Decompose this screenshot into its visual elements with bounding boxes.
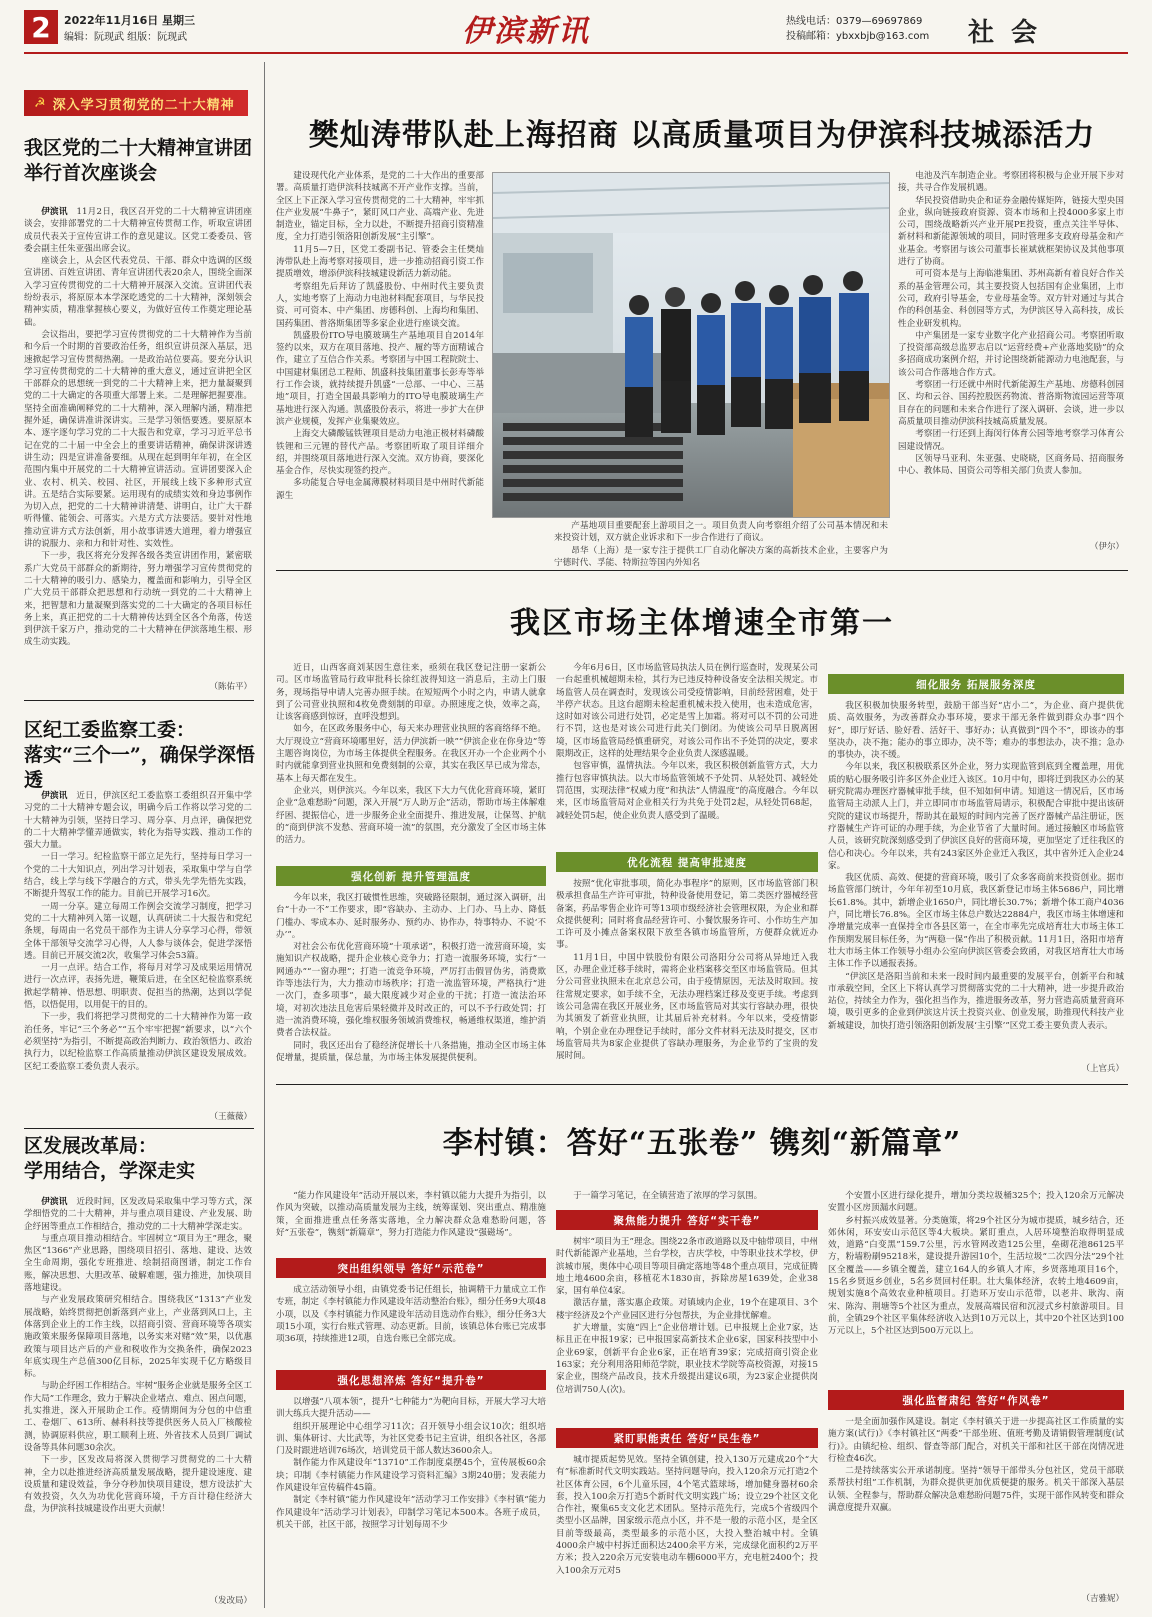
article-body: 今年以来，我区打破惯性思维，突破路径限制，通过深入调研，出台“十办一不”工作要求，即“容缺办、主动办、上门办、马上办、降低门槛办、零成本办、延时服务办、预约办、协作办，特事特办、不说‘不办’”。 对社会公布优化营商环境“十项承诺”，积极打造一流营商环境，实施知识产权战略，提升企业核心竞争力；打造一流服务环境，实行“一网通办”“一窗办理”；打造一流竞争环境，严厉打击假冒伪劣，消费欺诈等违法行为，大力推动市场秩序；打造一流监管环境，严格执行“进一次门，查多项事”，最大限度减少对企业的干扰；打造一流法治环境，对初次违法且危害后果轻微并及时改正的，可以不予行政处罚；打造一流消费环境，强化维权服务领域消费维权，畅通维权渠道，维护消费者合法权益。 同时，我区还出台了稳经济促增长十八条措施，推动全区市场主体促增量，提质量，保总量，为市场主体发展提供便利。 [276,893,546,1063]
newspaper-logo: 伊滨新讯 [462,14,590,49]
issue-date: 2022年11月16日 星期三 [64,14,196,27]
divider [24,1128,254,1129]
subheading: 细化服务 拓展服务深度 [828,674,1124,694]
page-number-box [24,10,58,44]
headline: 我区市场主体增速全市第一 [510,606,894,641]
article-body: 建设现代化产业体系，是党的二十大作出的重要部署。高质量打造伊滨科技城离不开产业作支撑。当前，全区上下正深入学习宣传贯彻党的二十大精神，牢牢抓住产业发展“牛鼻子”，紧盯风口产业、高端产业、先进制造业，锚定目标，全力以赴，不断提升招商引资精准度，全力打造引领洛阳创新发展“主引擎”。 11月5—7日，区党工委副书记、管委会主任樊灿涛带队赴上海考察对接项目，进一步推动招商引资工作提质增效，增添伊滨科技城建设新活力新动能。 考察组先后拜访了凯盛股份、中州时代主要负责人，实地考察了上海动力电池材料配套项目，与华民投资、可可资本、中产集团、房德科创、上海均和集团、国药集团、普洛斯集团等多家企业进行座谈交流。 凯盛股份ITO导电膜玻璃生产基地项目自2014年签约以来，双方在项目落地、投产、履约等方面精诚合作，建立了互信合作关系。考察团与中国工程院院士、中国建材集团总工程师、凯盛科技集团董事长彭寿等举行工作会谈，就持续提升凯盛“一总部、一中心、三基地”项目，打造全国最具影响力的ITO导电膜玻璃生产基地进行深入沟通。凯盛股份表示，将进一步扩大在伊滨产业规模，发挥产业集聚效应。 上海交大磷酸锰铁锂项目是动力电池正极材料磷酸铁锂和三元锂的替代产品。考察团听取了项目详细介绍，并围绕项目落地进行深入交流。双方协商，要深化基金合作，尽快实现签约投产。 多功能复合导电金属薄膜材料项目是中州时代新能源生 [276,171,484,501]
banner-text: 深入学习贯彻党的二十大精神 [52,97,235,113]
email: 投稿邮箱：ybxxbjb@163.com [786,31,930,42]
hotline: 热线电话：0379—69697869 [786,16,923,27]
news-photo [492,172,890,518]
hammer-sickle-icon: ☭ [34,95,47,111]
subheading: 突出组织领导 答好“示范卷” [276,1258,546,1278]
byline: （陈佑平） [209,682,252,692]
article-body: 个安置小区进行绿化提升，增加分类垃圾桶325个；投入120余万元解决安置小区房顶漏水问题。 乡村振兴成效显著。分类施策，将29个社区分为城市提质，城乡结合，还郊休闲，环安安山示范区等4大板块。紧盯重点，人居环境整治取得明显成效，道路“白变黑”159.7公里，污水管网改造125公里，垒砌花池86125平方，粉墙粉刷95218米，建设提升游园10个，生活垃圾“二次四分法”29个社区全覆盖——乡镇全覆盖，建立164人的乡镇人才库，乡贤落地项目16个，15名乡贤返乡创业，5名乡贤回村任职。壮大集体经济，农转土地4609亩，规划实施8个高效农业种植项目。打造环万安山示范带，以老井、耿沟、南宋、陈沟、荆塘等5个社区为重点，发展高端民宿和沉浸式乡村旅游项目。目前，全镇29个社区平集体经济收入达到10万元以上，其中20个社区达到100万元以上，5个社区达到500万元以上。 [828,1191,1124,1337]
article-body: 我区积极加快服务转型，鼓励干部当好“店小二”，为企业、商户提供优质、高效服务，为改善群众办事环境，要求干部无条件做到群众办事“四个好”，即厅好话、脸好看、活好干、事好办；认真做到“四个不”，即该办的事坚决办，决不拖；能办的事立即办，决不等；难办的事想法办，决不推；急办的事快办，决不缓。 今年以来，我区积极联系区外企业，努力实现监管到底到全覆盖理，用优质的贴心服务吸引许多区外企业迁入该区。10月中旬，即将迁到我区办公的某研究院需办理医疗器械审批手续，但不知如何申请。知道这一情况后，区市场监管局主动派人上门，并立即同市市场监管局请示，积极配合审批中提出该研究院的建议市场提升，帮助其在最短的时间内完善了医疗器械产品注册证，医疗器械生产许可证的办理手续，为企业节省了大量时间。通过接触区市场监管人员，该研究院深刻感受到了伊滨区良好的营商环境，更加坚定了迁往我区的信心和决心。今年以来，共有243家区外企业迁入我区，其中省外迁入企业24家。 我区优质、高效、便捷的营商环境，吸引了众多客商前来投资创业。据市场监管部门统计，今年年初至10月底，我区新登记市场主体5686户，同比增长61.8%。其中，新增企业1650户，同比增长30.7%；新增个体工商户4036户，同比增长76.8%。全区市场主体总户数达22884户，我区市场主体增速和净增量完成率一直保持全市各县区第一，在全市率先完成培育壮大市场主体工作预期发展目标任务，为“两稳一保”作出了积极贡献。11月1日，洛阳市培育壮大市场主体工作领导小组办公室向伊滨区管委会致函，对我区培育壮大市场主体工作予以通报表扬。 “伊滨区是洛阳当前和未来一段时间内最重要的发展平台，创新平台和城市承载空间，全区上下将认真学习贯彻落实党的二十大精神，进一步提升政治站位，持续全力作为，强化担当作为，推进服务改革，努力营造高质量营商环境，吸引更多的企业到伊滨这片沃土投资兴业、创业发展，助推现代科技产业新城建设，加快打造引领洛阳创新发展‘主引擎’”区党工委主要负责人表示。 [828,701,1124,1031]
article-body: 以增强“八项本领”，提升“七种能力”为靶向目标，开展大学习大培训大练兵大提升活动—— 组织开展理论中心组学习11次；召开领导小组会议10次；组织培训、集体研讨、大比武等，为社区党委书记主宣讲，组织各社区，各部门及时跟进培训76场次，培训党员干部人数达3600余人。 制作能力作风建设年“13710”工作制度桌摆45个，宣传展板60余块；印制《李村镇能力作风建设学习资料汇编》3期240册；发表能力作风建设年宣传稿件45篇。 制定《李村镇“能力作风建设年”活动学习工作安排》《李村镇“能力作风建设年”活动学习计划表》，印制学习笔记本500本。各班子成员，机关干部，社区干部，按照学习计划每周不少 [276,1397,546,1530]
article-body: 城市提质起势见效。坚持全镇创建，投入130万元建成20个“大有”标准新时代文明实践站。坚持问题导向，投入120余万元打造2个社区体育公园，6个儿童乐园，4个笔式篮球场，增加健身器材60余套，投入100余万打造5个新时代文明实践广场；设立29个社区文化合作社，聚集65支文化艺术团队。坚持示范先行，完成5个省级四个类型小区品牌，国家级示范点小区，并不是一般的示范小区，是全区目前等级最高，类型最多的示范小区，大投入整治城中村。全镇4000余户城中村拆迁面积达2400余平方米，完成绿化面积约2万平方米；投入220余万元安装电动车棚6000平方，充电桩2400个；投入100余万元对5 [556,1455,818,1576]
subheading: 强化思想淬炼 答好“提升卷” [276,1370,546,1390]
subheading: 强化监督肃纪 答好“作风卷” [828,1390,1124,1410]
divider [276,1084,1128,1085]
byline: （上官兵） [1081,1064,1124,1074]
column-divider [264,62,265,1608]
article-body: 成立活动领导小组，由镇党委书记任组长，抽调精干力量成立工作专班，制定《李村镇能力作风建设年活动整治台账》，细分任务9大项48小项，以及《李村镇能力作风建设年活动目选动作台账》，细分任务3大项15小项，实行台账式管理、动态更新。目前，该镇总体台账已完成事项36项，持续推进12项，自选台账已全部完成。 [276,1285,546,1345]
divider [276,570,1128,571]
article-title: 我区党的二十大精神宣讲团 举行首次座谈会 [24,137,253,184]
article-body: 按照“优化审批事项，简化办事程序”的原则，区市场监管部门积极承担食品生产许可审批，特种设备使用登记，第二类医疗器械经营备案，药品零售企业许可等13项市级经济社会管理权限，为企业和群众提供便利；同时将食品经营许可、小餐饮服务许可、小作坊生产加工许可及小摊点备案权限下放至各镇市场监管所，方便群众就近办事。 11月1日，中国中铁股份有限公司洛阳分公司将从异地迁入我区，办理企业迁移手续时，需将企业档案移交至区市场监管局。但其分公司营业执照未在北京总公司，由于疫情原因，无法及时取回。按往常规定要求，如手续不全，无法办理档案迁移及变更手续。考虑到该公司急需在我区开展业务，区市场监管局对其实行容缺办理，很快为其颁发了新营业执照，让其届后补充材料。今年以来，受疫情影响，个别企业在办理登记手续时，部分文件材料无法及时提交，区市场监管局共为8家企业提供了容缺办理服务，为企业节约了宝贵的发展时间。 [556,879,818,1062]
masthead-rule [24,52,1128,54]
article-body: 产基地项目重要配套上游项目之一。项目负责人向考察组介绍了公司基本情况和未来投资计划，双方就企业诉求和下一步合作进行了商议。 昂华（上海）是一家专注于提供工厂自动化解决方案的高新技术企业，主要客户为宁德时代、孚能、特斯拉等国内外知名 [554,521,888,568]
subheading: 强化创新 提升管理温度 [276,866,546,886]
byline: （吉雅妮） [1081,1594,1124,1604]
article-title: 区发展改革局： 学用结合，学深走实 [24,1135,196,1182]
byline: （王薇薇） [209,1112,252,1122]
headline: 李村镇：答好“五张卷” 镌刻“新篇章” [442,1126,962,1161]
party-banner [24,90,248,116]
article-body: 于一篇学习笔记，在全镇营造了浓厚的学习氛围。 [573,1191,763,1201]
article-body: 伊滨讯 11月2日，我区召开党的二十大精神宣讲团座谈会，安排部署党的二十大精神宣传贯彻工作，听取宣讲团成员代表关于宣传宣讲工作的意见建议。区党工委委员、管委会副主任朱亚强出席会议。 座谈会上，从会区代表党员、干部、群众中选调的区级宣讲团、百姓宣讲团、青年宣讲团代表20余人，围绕全面深入学习宣传贯彻党的二十大精神开展深入交流。宣讲团代表纷纷表示，将原原本本学深吃透党的二十大精神，深刻领会精神实质，精准掌握核心要义，为做好宣传工作奠定理论基础。 会议指出，要把学习宣传贯彻党的二十大精神作为当前和今后一个时期的首要政治任务，组织宣讲员深入基层，迅速掀起学习宣传贯彻热潮。一是政治站位要高。要充分认识学习宣传贯彻党的二十大精神的重大意义，通过宣讲把全区干部群众的思想统一到党的二十大精神上来，把力量凝聚到党的二十大确定的各项重大部署上来。二是理解把握要准。坚持全面准确阐释党的二十大精神，深入理解内涵，精准把握外延，确保讲准讲深讲实。三是学习领悟要透。要原原本本、逐字逐句学习党的二十大报告和党章，学习习近平总书记在党的二十届一中全会上的重要讲话精神，确保讲深讲透讲生动；四是宣讲准备要细。从现在起到明年年初，在全区范围内集中开展党的二十大精神宣讲活动。宣讲团要深入企业、农村、机关、校园、社区，开展线上线下多种形式宣讲。五是结合实际要紧。运用现有的成绩实效和身边事例作为切入点，把党的二十大精神讲清楚、讲明白，让广大干群听得懂、能领会、可落实。六是方式方法要活。要针对性地推动宣讲方式方法创新，用小故事讲透大道理，着力增强宣讲的说服力、亲和力和针对性、实效性。 下一步，我区将充分发挥各级各类宣讲团作用，紧密联系广大党员干部群众的新期待，努力增强学习宣传贯彻党的二十大精神的吸引力、感染力，覆盖面和影响力，引导全区广大党员干部群众把思想和行动统一到党的二十大精神上来，把智慧和力量凝聚到落实党的二十大确定的各项目标任务上来，真正把党的二十大精神传达到全区各个角落，传送到伊滨千家万户，推动党的二十大精神在伊滨落地生根、形成生动实践。 [24,207,252,648]
article-body: 一是全面加强作风建设。制定《李村镇关于进一步提高社区工作质量的实施方案(试行)》《李村镇社区“两委”干部坐班、值班考勤及请销假管理制度(试行)》。由镇纪检、组织、督查等部门配合，对机关干部和社区干部在岗情况进行检查46次。 二是持续落实公开承诺制度。坚持“领导干部带头分包社区，党员干部联系帮扶村组”工作机制，为群众提供更加优质便捷的服务。机关干部深入基层认领、全程参与，帮助群众解决急难愁盼问题75件，实现干部作风转变和群众满意度提升双赢。 [828,1417,1124,1514]
byline: （发改局） [209,1596,252,1606]
article-body: 伊滨讯 近段时间，区发改局采取集中学习等方式，深学细悟党的二十大精神，并与重点项目建设、产业发展、助企纾困等重点工作相结合，推动党的二十大精神学深走实。 与重点项目推动相结合。牢固树立“项目为王”理念，聚焦区“1366”产业思路，围绕项目招引、落地、建设、达效全生命周期，强化专班推进、绘制招商图谱，制定工作台账，解决思想、大胆改革、破解难题，强力推进，加快项目落地建设。 与产业发展政策研究相结合。围绕我区“1313”产业发展战略，始终贯彻把创新落到产业上，产业落到风口上，主体落到企业上的工作主线，以招商引资、营商环境等各项实施政策来服务保障项目落地，以务实来对赌“效”果，以优惠政策与项目达产后的产业和税收作为交换条件，确保2023年底实现生产总值300亿目标，2025年实现千亿方略级目标。 与助企纾困工作相结合。牢树“服务企业就是服务全区工作大局”工作理念，致力于解决企业堵点、难点、困点问题，扎实推进，深入开展助企工作。疫情期间为分包的中信重工、卷烟厂、613所、赫科科技等提供医务人员入厂核酸检测，协调原料供应，职工顺利上班、外省技术人员到厂调试设备等具体问题30余次。 下一步，区发改局将深入贯彻学习贯彻党的二十大精神，全力以赴推进经济高质量发展战略，提升建设速度、建设质量和建设效益，争分夺秒加快项目建设，想方设法扩大有效投资，久久为功优化营商环境，千方百计稳住经济大盘，为伊滨科技城建设作出更大贡献！ [24,1197,252,1515]
article-body: 电池及汽车制造企业。考察团将积极与企业开展下步对接，共寻合作发展机遇。 华民投资借助央企和证券金融传媒矩阵，链接大型央国企业，纵向链接政府资源、资本市场和上投4000多家上市公司，围绕战略新兴产业开展PE投资，重点关注半导体、新材料和新能源领域的项目，同时管理多支政府母基金和产业基金。考察团与该公司董事长崔斌就框架协议及其他事项进行了协商。 可可资本是与上海临港集团、苏州高新有着良好合作关系的基金管理公司，其主要投资人包括国有企业集团，上市公司，政府引导基金，专业母基金等。双方针对通过与其合作的科创基金、科创园等方式，为伊滨区导入高科技，成长性企业研发机构。 中产集团是一家专业数字化产业招商公司。考察团听取了投资部高级总监罗志启以“运营经费+产业落地奖励”的众多招商成功案例介绍，并讨论围绕新能源动力电池配套，与该公司合作落地合作方式。 考察团一行还就中州时代新能源生产基地、房德科创园区、均和云谷、国药控股医药物流、普洛斯物流园运营等项目存在的问题和未来合作进行了深入调研、会谈，进一步以高质量项目推动伊滨科技城高质量发展。 考察团一行还到上海闵行体育公园等地考察学习体育公园建设情况。 区领导马亚利、朱亚强、史晓晓，区商务局、招商服务中心、教体局、国资公司等相关部门负责人参加。 [898,171,1124,477]
subheading: 紧盯职能责任 答好“民生卷” [556,1428,818,1448]
subheading: 优化流程 提高审批速度 [556,852,818,872]
article-title: 区纪工委监察工委： 落实“三个一”，确保学深悟透 [24,719,255,791]
page-number: 2 [31,10,51,44]
editor-credit: 编辑：阮现武 组版：阮现武 [64,32,188,43]
article-body: 树牢“项目为王”理念。围绕22条市政道路以及中轴带项目，中州时代新能源产业基地，兰台学校，吉庆学校，中等职业技术学校，伊滨城市展，奥体中心项目等项目确定落地等48个重点项目，完成征腾地土地4600余亩，移植花木1830亩，拆除房屋1639处，企业38家，国有单位4家。 激活存量，落实惠企政策。对镇域内企业，19个在建项目、3个楼宇经济及2个产业园区进行分包帮扶，为企业排忧解难。 扩大增量，实施“四上”企业倍增计划。已申报规上企业7家，达标且正在申报19家；已申报国家高新技术企业6家，国家科技型中小企业69家，创新平台企业6家，正在培育39家；完成招商引资企业163家；充分利用洛阳师范学院，职业技术学院等高校资源，对接15家企业，围绕产品改良，技术升级提出建议6项，为23家企业提供岗位培训750人(次)。 [556,1237,818,1395]
subheading: 聚焦能力提升 答好“实干卷” [556,1210,818,1230]
divider [24,700,254,701]
article-body: 伊滨讯 近日，伊滨区纪工委监察工委组织召开集中学习党的二十大精神专题会议，明确今后工作将以学习党的二十大精神为引领，坚持日学习、周分享、月点评，确保把党的二十大精神学懂弄通做实，转化为指导实践、推动工作的强大力量。 一日一学习。纪检监察干部立足先行，坚持每日学习一个党的二十大知识点，列出学习计划表，采取集中学与自学结合，线上学与线下学融合的方式，带头先学先悟先实践，不断提升驾驭工作的能力。目前已开展学习16次。 一周一分享。建立每周工作例会交流学习制度，把学习党的二十大精神列入第一议题，认真研读二十大报告和党纪条规，每周由一名党员干部作为主讲人分享学习心得，带领全体干部领导交流学习心得，人人参与谈体会，促进学深悟透。目前已开展交流2次，收集学习体会53篇。 一月一点评。结合工作，将每月对学习及成果运用情况进行一次点评，表扬先进，鞭策后进，在全区纪检监察系统掀起学精神、悟思想、明职责、促担当的热潮，达到以学促悟，以悟促用，以用促干的目的。 下一步，我们将把学习贯彻党的二十大精神作为第一政治任务，牢记“三个务必”“五个牢牢把握”新要求，以“六个必须坚持”为指引，不断提高政治判断力、政治领悟力、政治执行力，以纪检监察工作高质量推动伊滨区建设发展成效。区纪工委监察工委负责人表示。 [24,791,252,1072]
article-body: “能力作风建设年”活动开展以来，李村镇以能力大提升为指引，以作风为突破，以推动高质量发展为主线，统筹谋划、突出重点、精准施策，全面推进重点任务落实落地，全力解决群众急难愁盼问题，答好“五张卷”，镌刻“新篇章”，努力打造能力作风建设“强磁场”。 [276,1191,546,1238]
section-name: 社 会 [968,18,1042,48]
article-body: 今年6月6日，区市场监管局执法人员在例行巡查时，发现某公司一台起重机械超期未检，其行为已违反特种设备安全法相关规定。市场监管人员在调查时，发现该公司受疫情影响，目前经营困难，处于半停产状态。且这台超期未检起重机械未投入使用，也未造成危害，这时如对该公司进行处罚，必定是雪上加霜。将对可以不罚的公司进行不罚，这也是对该公司进行此关门倒闭。为使该公司早日脱离困境，区市场监管局经慎重研究，对该公司作出不予处罚的决定，要求限期改正，这样的处理结果令企业负责人深感温暖。 包容审慎，温情执法。今年以来，我区积极创新监管方式，大力推行包容审慎执法。以大市场监管领域不予处罚、从轻处罚、减轻处罚范围，实现法律“权威力度”和执法“人情温度”的高度融合。今年以来，区市场监管局对企业相关行为共免于处罚2起，从轻处罚68起，减轻处罚5起，使企业负责人感受到了温暖。 [556,663,818,821]
article-body: 近日，山西客商刘某因生意往来，亟须在我区登记注册一家新公司。区市场监管局行政审批科长徐红波得知这一消息后，主动上门服务，现场指导申请人完善办照手续。在短短两个小时之内，申请人就拿到了公司营业执照和4枚免费刻制的印章。办照速度之快，效率之高，让该客商感到惊讶，直呼没想到。 如今，在区政务服务中心，每天来办理营业执照的客商络绎不绝。大厅现设立“营商环境哪里好，活力伊滨新一映”“伊滨企业在你身边”等主题咨询岗位，为市场主体提供全程服务。在我区开办一个企业两个小时内就能拿到营业执照和免费刻制的公章，其实在我区早已成为常态，基本上每天都在发生。 企业兴，则伊滨兴。今年以来，我区下大力气优化营商环境，紧盯企业“急难愁盼”问题，深入开展“万人助万企”活动，帮助市场主体解难纾困、提振信心，进一步服务企业全面提升、推进发展，让保驾、护航的“商到伊滨不发愁、营商环境一流”的氛围，充分激发了全区市场主体的活力。 [276,663,546,846]
byline: （伊尔） [1089,542,1124,552]
headline: 樊灿涛带队赴上海招商 以高质量项目为伊滨科技城添活力 [308,118,1096,153]
